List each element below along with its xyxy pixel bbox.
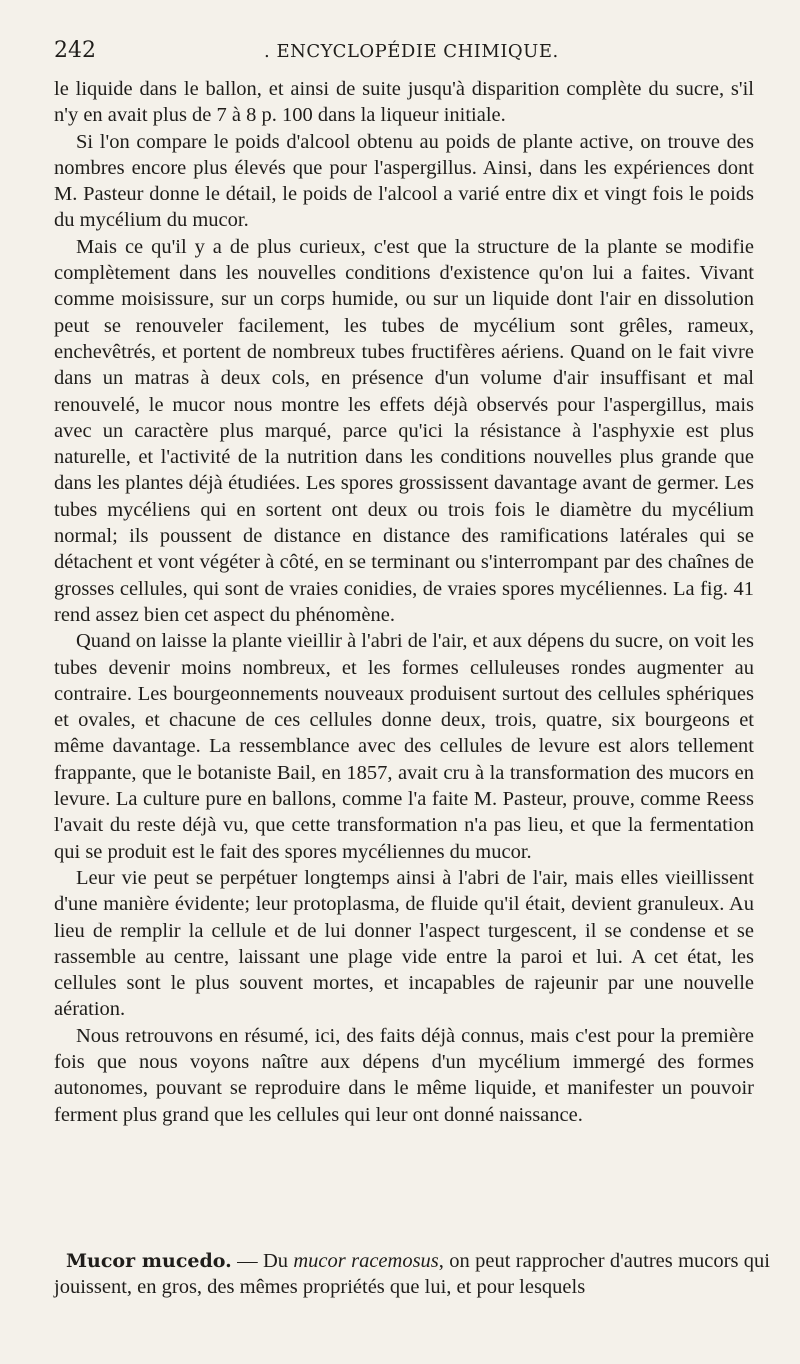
page-number: 242 xyxy=(54,38,96,63)
section-text-after: , on peut rapprocher d'autres mucors qui jouissent, en gros, des mêmes propriétés que lui, et pour lesquels xyxy=(54,1250,770,1298)
paragraph: Mais ce qu'il y a de plus curieux, c'est que la structure de la plante se modifie complètement dans les nouvelles conditions d'existence qu'on lui a faites. Vivant comme moisissure, sur un corps humide, ou sur un liquide dont l'air en dissolution peut se renouveler facilement, les tubes de mycélium sont grêles, rameux, enchevêtrés, et portent de nombreux tubes fructifères aériens. Quand on le fait vivre dans un matras à deux cols, en présence d'un volume d'air insuffisant et mal renouvelé, le mucor nous montre les effets déjà observés pour l'aspergillus, mais avec un caractère plus marqué, parce qu'ici la résistance à l'asphyxie est plus naturelle, et l'activité de la nutrition dans les conditions nouvelles plus grande que dans les plantes déjà étudiées. Les spores grossissent davantage avant de germer. Les tubes mycéliens qui en sortent ont deux ou trois fois le diamètre du mycélium normal; ils poussent de distance en distance des ramifications latérales qui se détachent et vont végéter à côté, en se terminant ou s'interrompant par des chaînes de grosses cellules, qui sont de vraies conidies, de vraies spores mycéliennes. La fig. 41 rend assez bien cet aspect du phénomène. xyxy=(54,235,754,626)
paragraph: Leur vie peut se perpétuer longtemps ainsi à l'abri de l'air, mais elles vieillissent d'une manière évidente; leur protoplasma, de fluide qu'il était, devient granuleux. Au lieu de remplir la cellule et de lui donner l'aspect turgescent, il se condense et se rassemble au centre, laissant une plage vide entre la paroi et lui. A cet état, les cellules sont le plus souvent mortes, et incapables de rajeunir par une nouvelle aération. xyxy=(54,866,754,1021)
running-title: . ENCYCLOPÉDIE CHIMIQUE. xyxy=(264,41,559,62)
paragraph: Si l'on compare le poids d'alcool obtenu au poids de plante active, on trouve des nombres encore plus élevés que pour l'aspergillus. Ainsi, dans les expériences dont M. Pasteur donne le détail, le poids de l'alcool a varié entre dix et vingt fois le poids du mycélium du mucor. xyxy=(54,130,754,232)
section-text-before: — Du xyxy=(231,1250,294,1272)
section-mucor-mucedo xyxy=(54,1248,770,1300)
section-title: Mucor mucedo. xyxy=(66,1250,232,1272)
section-paragraph xyxy=(54,1248,770,1300)
paragraph: Nous retrouvons en résumé, ici, des faits déjà connus, mais c'est pour la première fois que nous voyons naître aux dépens d'un mycélium immergé des formes autonomes, pouvant se reproduire dans le même liquide, et manifester un pouvoir ferment plus grand que les cellules qui leur ont donné naissance. xyxy=(54,1024,754,1126)
page-header xyxy=(54,38,754,66)
paragraph: Quand on laisse la plante vieillir à l'abri de l'air, et aux dépens du sucre, on voit les tubes devenir moins nombreux, et les formes celluleuses rondes augmenter au contraire. Les bourgeonnements nouveaux produisent surtout des cellules sphériques et ovales, et chacune de ces cellules donne deux, trois, quatre, six bourgeons et même davantage. La ressemblance avec des cellules de levure est alors tellement frappante, que le botaniste Bail, en 1857, avait cru à la transformation des mucors en levure. La culture pure en ballons, comme l'a faite M. Pasteur, prouve, comme Reess l'avait du reste déjà vu, que cette transformation n'a pas lieu, et que la fermentation qui se produit est le fait des spores mycéliennes du mucor. xyxy=(54,630,754,863)
section-italic-term: mucor racemosus xyxy=(293,1250,439,1272)
body-text xyxy=(54,76,754,1128)
paragraph: le liquide dans le ballon, et ainsi de suite jusqu'à disparition complète du sucre, s'il n'y en avait plus de 7 à 8 p. 100 dans la liqueur initiale. xyxy=(54,78,754,127)
